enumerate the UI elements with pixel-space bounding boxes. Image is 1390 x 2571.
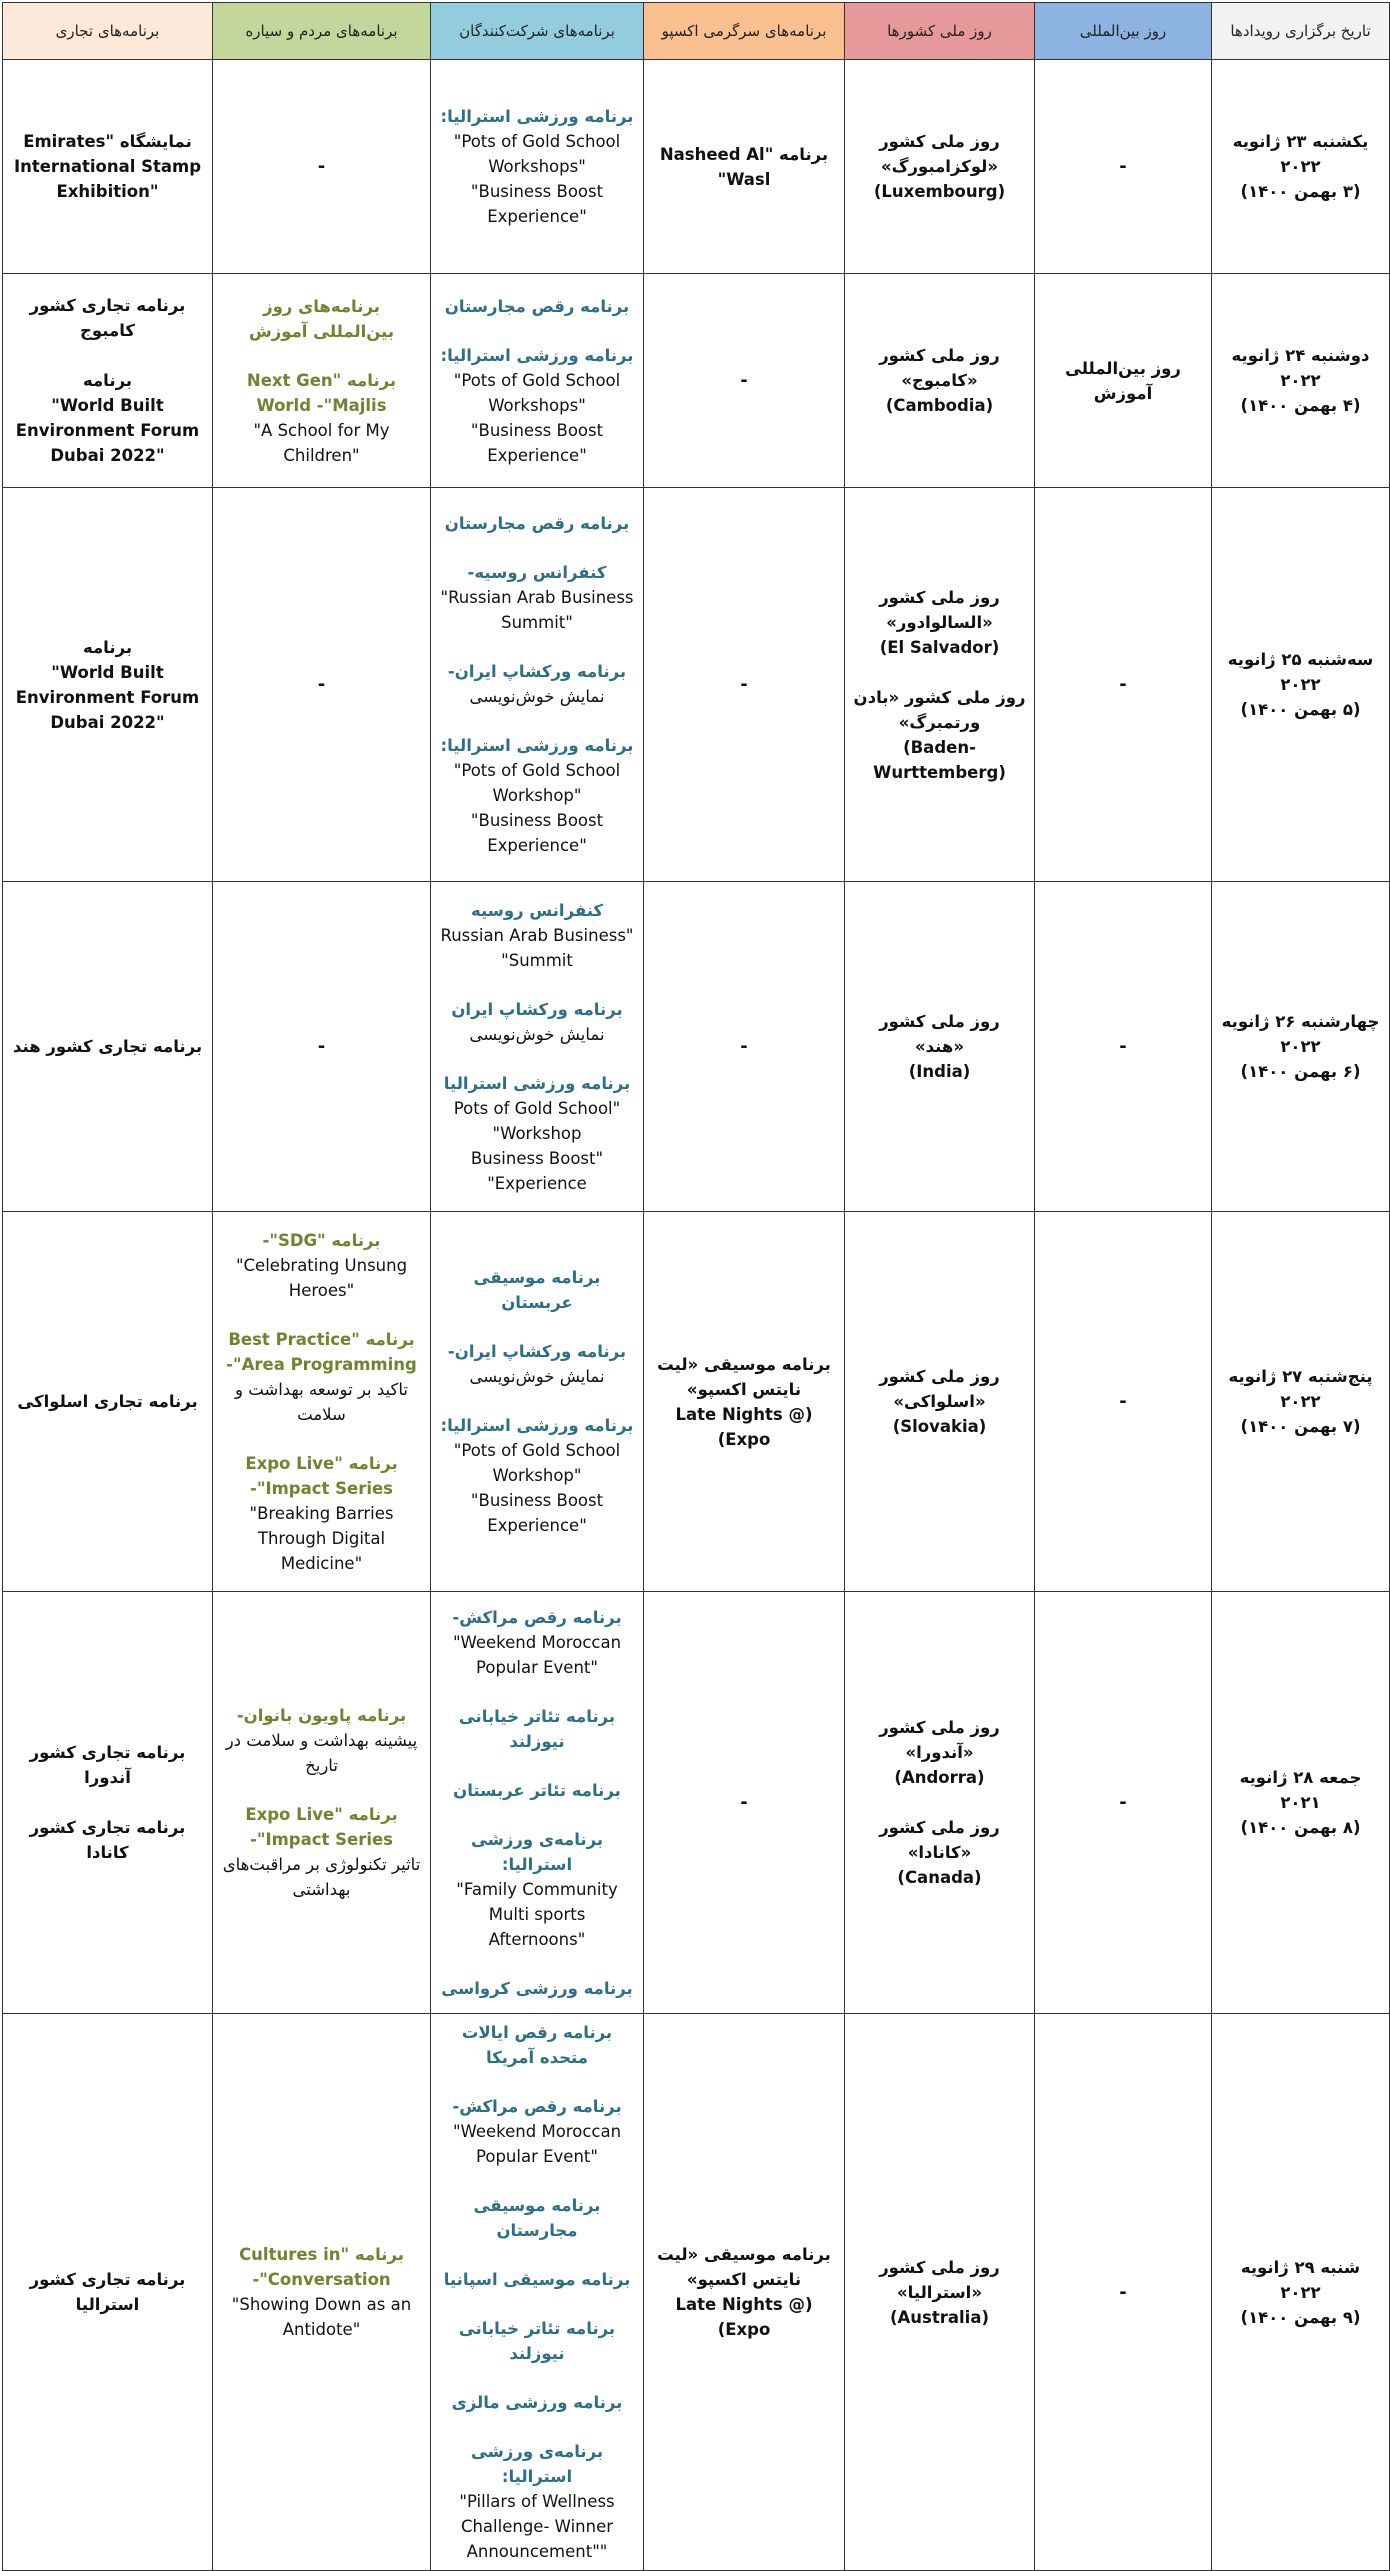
international-day-cell <box>1035 60 1212 274</box>
cell-line: "Dubai 2022 <box>50 712 165 732</box>
program-detail: نمایش خوش‌نویسی <box>469 1024 605 1044</box>
cell-line: "Dubai 2022 <box>50 446 165 465</box>
program-title: برنامه ورکشاپ ایران- <box>447 662 627 681</box>
national-day-cell <box>845 1592 1035 2014</box>
program-detail: تاکید بر توسعه بهداشت و <box>235 1379 408 1399</box>
events-schedule-table <box>2 2 1390 2571</box>
program-detail: Weekend Moroccan" <box>452 2122 622 2141</box>
cell-line <box>853 1790 1026 1815</box>
program-title: برنامه رقص ایالات متحده آمریکا <box>461 2023 613 2067</box>
program-item <box>439 659 635 709</box>
cell-line: - <box>1119 2281 1127 2303</box>
cell-line: یکشنبه ۲۳ ژانویه ۲۰۲۲ <box>1232 132 1369 176</box>
cell-line: ورتمبرگ» <box>898 712 981 732</box>
cell-line: روز ملی کشور «آندورا» <box>879 1718 1000 1762</box>
program-detail: نمایش خوش‌نویسی <box>469 687 605 706</box>
cell-line: Environment Forum <box>15 421 200 440</box>
program-item <box>439 104 635 229</box>
program-detail: ""Announcement <box>466 2542 608 2561</box>
program-title: برنامه "Best Practice Area Programming"- <box>226 1329 417 1374</box>
cell-line: روز ملی کشور «هند» <box>879 1012 1000 1056</box>
program-detail: Pots of Gold School" <box>453 761 621 780</box>
cell-line: روز ملی کشور «کانادا» <box>879 1818 1000 1862</box>
business-programs-cell <box>3 274 213 488</box>
cell-line: روز ملی کشور «کامبوج» <box>879 346 1000 390</box>
header-national-day: روز ملی کشورها <box>845 3 1035 60</box>
people-planet-cell <box>213 60 431 274</box>
header-date: تاریخ برگزاری رویدادها <box>1212 3 1390 60</box>
cell-line: (Late Nights @ Expo) <box>675 1404 813 1449</box>
program-title: برنامه موسیقی عربستان <box>473 1268 601 1312</box>
cell-line: "Exhibition <box>56 182 159 201</box>
cell-line: ۲۰۲۲ <box>1280 1037 1321 1056</box>
program-detail: "Children <box>283 445 360 465</box>
program-title: برنامه تئاتر خیابانی نیوزلند <box>458 1706 616 1751</box>
national-day-cell <box>845 488 1035 882</box>
participant-programs-cell <box>431 1592 644 2014</box>
program-item <box>439 2439 635 2564</box>
cell-line: (El Salvador) <box>879 637 1000 657</box>
program-item <box>439 1976 635 2001</box>
business-programs-cell <box>3 1592 213 2014</box>
program-title: برنامه ورزشی استرالیا: <box>440 736 634 755</box>
cell-line: (Australia) <box>889 2307 990 2327</box>
program-item <box>439 2316 635 2366</box>
program-item <box>221 368 422 468</box>
program-item <box>439 343 635 468</box>
expo-entertainment-cell <box>644 1212 845 1592</box>
header-international-day: روز بین‌المللی <box>1035 3 1212 60</box>
cell-line: - <box>1119 1391 1127 1412</box>
cell-line: - <box>740 370 748 391</box>
program-title: برنامه‌های روز بین‌المللی آموزش <box>248 296 395 341</box>
program-title: برنامه ورزشی کرواسی <box>441 1978 633 1998</box>
cell-line: World Built" <box>51 662 164 682</box>
people-planet-cell <box>213 2014 431 2571</box>
date-cell <box>1212 2014 1390 2571</box>
cell-line: (۵ بهمن ۱۴۰۰) <box>1240 700 1361 719</box>
cell-line: (Andorra) <box>894 1768 985 1787</box>
program-item <box>221 1451 422 1576</box>
cell-line: Environment Forum <box>15 687 200 707</box>
program-detail: "Experience <box>487 1516 587 1535</box>
cell-line: (Wurttemberg <box>873 762 1006 782</box>
expo-entertainment-cell <box>644 1592 845 2014</box>
cell-line: برنامه <box>82 637 133 657</box>
program-item <box>439 1413 635 1538</box>
cell-line: برنامه تجاری اسلواکی <box>17 1392 198 1411</box>
program-item <box>439 1265 635 1315</box>
program-detail: Business Boost" <box>470 1491 604 1510</box>
program-title: برنامه رقص مراکش- <box>452 2097 622 2116</box>
cell-line: سه‌شنبه ۲۵ ژانویه ۲۰۲۲ <box>1227 650 1374 694</box>
program-item <box>221 1802 422 1902</box>
expo-entertainment-cell <box>644 488 845 882</box>
expo-entertainment-cell <box>644 882 845 1212</box>
cell-line: برنامه تجاری کشور هند <box>12 1037 203 1056</box>
program-title: برنامه تئاتر خیابانی نیوزلند <box>458 2319 616 2363</box>
program-item <box>439 1827 635 1952</box>
program-item <box>439 1778 635 1803</box>
program-detail: Business Boost" <box>470 420 604 440</box>
people-planet-cell <box>213 1212 431 1592</box>
national-day-cell <box>845 60 1035 274</box>
program-detail: پیشینه بهداشت و سلامت در تاریخ <box>225 1731 418 1775</box>
participant-programs-cell <box>431 1212 644 1592</box>
cell-line: برنامه تجاری کشور کامبوج <box>29 296 186 340</box>
table-row <box>3 882 1390 1212</box>
program-detail: "Workshops <box>488 157 586 176</box>
program-detail: "Antidote <box>282 2320 361 2339</box>
date-cell <box>1212 488 1390 882</box>
program-detail: نمایش خوش‌نویسی <box>469 1367 605 1386</box>
program-title: برنامه "Cultures in Conversation"- <box>239 2245 404 2289</box>
header-participant-programs: برنامه‌های شرکت‌کنندگان <box>431 3 644 60</box>
program-item <box>439 2193 635 2243</box>
cell-line: برنامه تجاری کشور آندورا <box>29 1743 186 1787</box>
cell-line: برنامه تجاری کشور استرالیا <box>29 2270 186 2314</box>
cell-line: روز ملی کشور «استرالیا» <box>879 2257 1000 2302</box>
program-detail: "Workshops <box>488 395 586 415</box>
program-title: برنامه‌ی ورزشی استرالیا: <box>470 2442 604 2486</box>
business-programs-cell <box>3 2014 213 2571</box>
cell-line: - <box>1119 1792 1127 1813</box>
cell-line: - <box>317 1036 326 1057</box>
international-day-cell <box>1035 1212 1212 1592</box>
program-item <box>221 1703 422 1778</box>
cell-line: - <box>1119 1036 1127 1057</box>
program-detail: Pillars of Wellness" <box>459 2492 615 2511</box>
program-item <box>221 2242 422 2342</box>
business-programs-cell <box>3 488 213 882</box>
header-expo-entertainment: برنامه‌های سرگرمی اکسپو <box>644 3 845 60</box>
program-item <box>439 1339 635 1389</box>
program-title: برنامه ورکشاپ ایران <box>451 999 623 1019</box>
cell-line: (Cambodia) <box>885 396 994 415</box>
program-detail: "Business Boost <box>470 1148 604 1168</box>
program-title: برنامه پاویون بانوان- <box>236 1706 407 1725</box>
business-programs-cell <box>3 882 213 1212</box>
cell-line: -Baden) <box>903 737 976 757</box>
date-cell <box>1212 1212 1390 1592</box>
cell-line: - <box>1119 156 1127 177</box>
participant-programs-cell <box>431 60 644 274</box>
program-title: برنامه تئاتر عربستان <box>453 1780 621 1800</box>
program-detail: Pots of Gold School" <box>453 370 621 390</box>
cell-line <box>853 660 1026 685</box>
cell-line: - <box>740 1792 748 1813</box>
program-title: برنامه رقص مراکش- <box>452 1607 622 1627</box>
cell-line: (۷ بهمن ۱۴۰۰) <box>1240 1417 1361 1436</box>
participant-programs-cell <box>431 2014 644 2571</box>
program-title: برنامه ورزشی مالزی <box>451 2393 623 2412</box>
participant-programs-cell <box>431 488 644 882</box>
program-detail: "Experience <box>487 836 587 855</box>
program-detail: Workshop" <box>492 1123 582 1143</box>
program-detail: Through Digital <box>257 1528 386 1548</box>
expo-entertainment-cell <box>644 2014 845 2571</box>
cell-line: «السالوادور» <box>886 612 993 632</box>
program-detail: Breaking Barries" <box>249 1503 394 1523</box>
program-detail: "Workshop <box>492 786 582 805</box>
program-detail: Celebrating Unsung" <box>235 1255 408 1275</box>
table-row <box>3 1592 1390 2014</box>
program-detail: "Russian Arab Business <box>440 925 634 945</box>
program-detail: "Afternoons <box>488 1929 586 1949</box>
program-detail: "Workshop <box>492 1466 582 1485</box>
cell-line: - <box>1119 674 1127 695</box>
program-item <box>439 733 635 858</box>
table-body <box>3 60 1390 2571</box>
expo-entertainment-cell <box>644 60 845 274</box>
program-title: برنامه ورزشی استرالیا: <box>440 345 634 365</box>
participant-programs-cell <box>431 882 644 1212</box>
cell-line: روز ملی کشور <box>879 587 1000 607</box>
header-row <box>3 3 1390 60</box>
program-title: برنامه ورزشی استرالیا: <box>440 107 634 126</box>
program-title: کنفرانس روسیه- <box>467 563 607 582</box>
program-detail: Russian Arab Business" <box>440 588 634 607</box>
program-detail: Showing Down as an" <box>231 2295 412 2314</box>
header-people-planet: برنامه‌های مردم و سیاره <box>213 3 431 60</box>
program-detail: "Heroes <box>288 1280 355 1300</box>
cell-line <box>11 1790 204 1815</box>
cell-line: (India) <box>908 1062 971 1081</box>
cell-line: برنامه موسیقی «لیت <box>657 2245 831 2264</box>
business-programs-cell <box>3 60 213 274</box>
program-detail: "Popular Event <box>476 2147 598 2166</box>
people-planet-cell <box>213 882 431 1212</box>
table-row <box>3 1212 1390 1592</box>
date-cell <box>1212 1592 1390 2014</box>
cell-line: (۳ بهمن ۱۴۰۰) <box>1240 182 1361 201</box>
program-detail: Summit" <box>501 950 573 970</box>
cell-line: (۶ بهمن ۱۴۰۰) <box>1240 1062 1361 1081</box>
program-item <box>439 294 635 319</box>
cell-line: برنامه تجاری کشور کانادا <box>29 1818 186 1862</box>
cell-line: «لوکزامبورگ» <box>880 157 999 176</box>
program-item <box>439 1704 635 1754</box>
header-business-programs: برنامه‌های تجاری <box>3 3 213 60</box>
program-title: برنامه "SDG"- <box>262 1230 381 1250</box>
program-detail: Experience" <box>487 1173 587 1193</box>
cell-line: (Canada) <box>897 1868 982 1887</box>
program-detail: "Summit <box>501 613 573 632</box>
program-item <box>221 294 422 344</box>
cell-line: دوشنبه ۲۴ ژانویه ۲۰۲۲ <box>1231 346 1370 390</box>
program-detail: "Experience <box>487 207 587 226</box>
cell-line: روز ملی کشور <box>879 132 1000 151</box>
business-programs-cell <box>3 1212 213 1592</box>
program-item <box>439 511 635 536</box>
program-title: برنامه موسیقی اسپانیا <box>443 2270 631 2289</box>
program-detail: Business Boost" <box>470 811 604 830</box>
date-cell <box>1212 274 1390 488</box>
cell-line: (۸ بهمن ۱۴۰۰) <box>1240 1818 1361 1837</box>
participant-programs-cell <box>431 274 644 488</box>
cell-line <box>11 343 204 368</box>
program-detail: Multi sports <box>488 1904 586 1924</box>
date-cell <box>1212 882 1390 1212</box>
program-title: برنامه "Next Gen World -"Majlis <box>246 370 397 415</box>
cell-line: World Built" <box>51 396 164 415</box>
program-title: برنامه ورزشی استرالیا: <box>440 1416 634 1435</box>
cell-line: روز ملی کشور «اسلواکی» <box>879 1367 1000 1411</box>
program-title: برنامه‌ی ورزشی استرالیا: <box>470 1829 604 1874</box>
international-day-cell <box>1035 1592 1212 2014</box>
program-item <box>439 1071 635 1196</box>
international-day-cell <box>1035 488 1212 882</box>
cell-line: برنامه "Nasheed Al <box>659 144 829 164</box>
program-detail: "Pots of Gold School <box>453 1098 621 1118</box>
program-item <box>221 1327 422 1427</box>
table-row <box>3 2014 1390 2571</box>
program-detail: "Experience <box>487 445 587 465</box>
program-title: برنامه ورکشاپ ایران- <box>447 1342 627 1361</box>
program-title: برنامه "Expo Live Impact Series"- <box>245 1453 398 1498</box>
cell-line: (Luxembourg) <box>873 182 1006 201</box>
cell-line: شنبه ۲۹ ژانویه ۲۰۲۲ <box>1240 2257 1361 2302</box>
program-title: برنامه رقص مجارستان <box>444 296 630 316</box>
cell-line: - <box>317 156 326 177</box>
program-item <box>439 2267 635 2292</box>
program-item <box>439 997 635 1047</box>
cell-line: نایتس اکسپو» <box>686 2270 802 2289</box>
cell-line: پنج‌شنبه ۲۷ ژانویه ۲۰۲۲ <box>1228 1367 1373 1411</box>
date-cell <box>1212 60 1390 274</box>
program-title: برنامه رقص مجارستان <box>444 514 630 533</box>
cell-line: (Slovakia) <box>892 1417 987 1436</box>
cell-line: Wasl" <box>717 169 771 189</box>
program-detail: تاثیر تکنولوژی بر مراقبت‌های بهداشتی <box>222 1855 421 1899</box>
program-detail: A School for My" <box>253 420 390 440</box>
program-title: کنفرانس روسیه <box>470 900 604 920</box>
cell-line: نایتس اکسپو» <box>686 1379 802 1399</box>
cell-line: - <box>740 674 748 695</box>
program-title: برنامه "Expo Live Impact Series"- <box>245 1805 398 1849</box>
expo-entertainment-cell <box>644 274 845 488</box>
cell-line: International Stamp <box>13 157 202 176</box>
cell-line: جمعه ۲۸ ژانویه ۲۰۲۱ <box>1239 1768 1362 1812</box>
cell-line: (Late Nights @ Expo) <box>675 2295 813 2339</box>
cell-line: برنامه <box>82 371 133 390</box>
program-title: برنامه موسیقی مجارستان <box>473 2196 601 2240</box>
program-detail: Pots of Gold School" <box>453 1441 621 1460</box>
program-detail: Family Community" <box>456 1879 618 1899</box>
program-detail: Pots of Gold School" <box>453 132 621 151</box>
cell-line: نمایشگاه "Emirates <box>23 132 192 151</box>
cell-line: برنامه موسیقی «لیت <box>657 1354 831 1374</box>
national-day-cell <box>845 882 1035 1212</box>
international-day-cell <box>1035 274 1212 488</box>
program-detail: سلامت <box>297 1404 346 1424</box>
cell-line: روز ملی کشور «بادن <box>853 687 1026 707</box>
table-row <box>3 488 1390 882</box>
program-item <box>439 2094 635 2169</box>
people-planet-cell <box>213 488 431 882</box>
program-item <box>439 1605 635 1680</box>
national-day-cell <box>845 2014 1035 2571</box>
program-detail: Challenge- Winner <box>460 2517 614 2536</box>
international-day-cell <box>1035 2014 1212 2571</box>
program-detail: Weekend Moroccan" <box>452 1632 622 1652</box>
table-row <box>3 60 1390 274</box>
program-item <box>439 560 635 635</box>
program-item <box>221 1228 422 1303</box>
program-item <box>439 2390 635 2415</box>
program-detail: "Medicine <box>280 1553 363 1573</box>
international-day-cell <box>1035 882 1212 1212</box>
people-planet-cell <box>213 274 431 488</box>
table-row <box>3 274 1390 488</box>
program-detail: "Popular Event <box>476 1657 598 1677</box>
cell-line: - <box>740 1036 748 1057</box>
program-title: برنامه ورزشی استرالیا <box>443 1073 631 1093</box>
cell-line: - <box>317 674 326 695</box>
national-day-cell <box>845 274 1035 488</box>
cell-line: (۹ بهمن ۱۴۰۰) <box>1240 2307 1361 2327</box>
people-planet-cell <box>213 1592 431 2014</box>
program-item <box>439 898 635 973</box>
program-item <box>439 2020 635 2070</box>
national-day-cell <box>845 1212 1035 1592</box>
cell-line: چهارشنبه ۲۶ ژانویه <box>1221 1012 1380 1031</box>
cell-line: (۴ بهمن ۱۴۰۰) <box>1240 396 1361 415</box>
program-detail: Business Boost" <box>470 182 604 201</box>
cell-line: روز بین‌المللی آموزش <box>1065 358 1181 403</box>
